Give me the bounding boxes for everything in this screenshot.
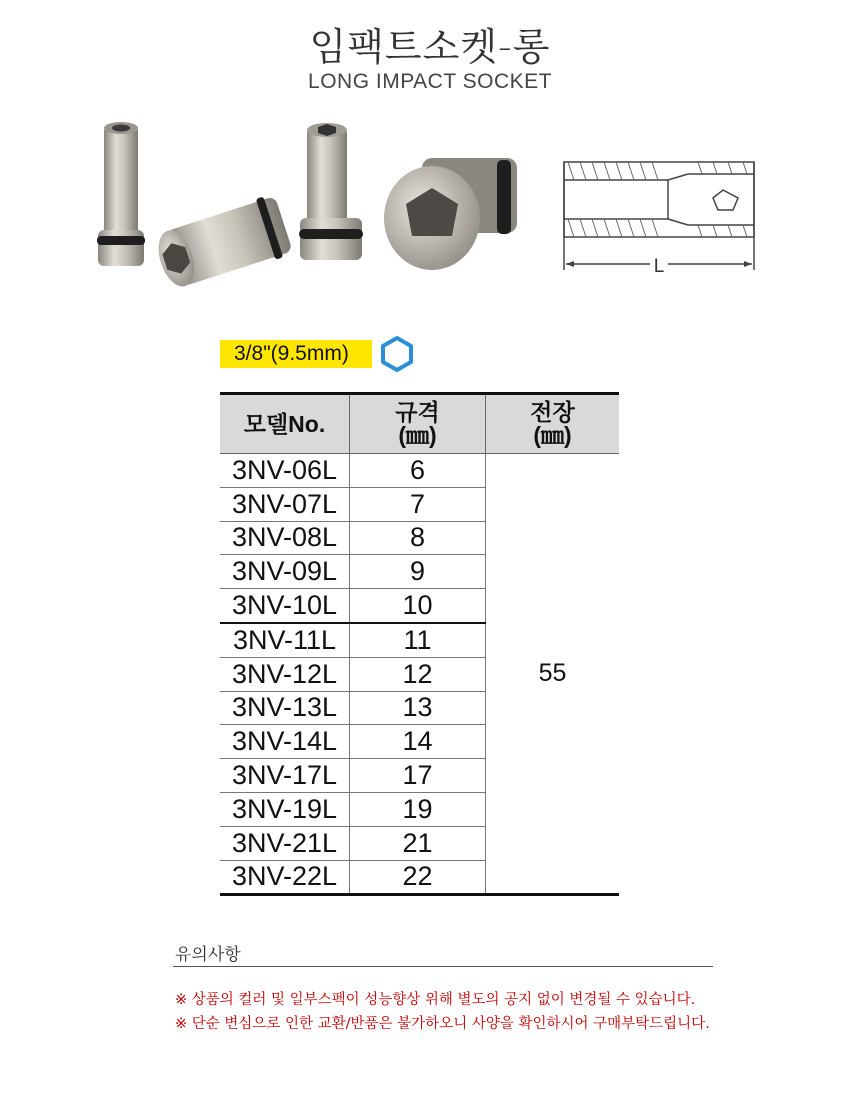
table-row: 3NV-11L 11 bbox=[220, 623, 619, 657]
table-row: 3NV-14L 14 bbox=[220, 725, 619, 759]
page-subtitle: LONG IMPACT SOCKET bbox=[308, 70, 552, 93]
product-photos bbox=[92, 118, 532, 293]
page-title: 임팩트소켓-롱 bbox=[309, 25, 551, 69]
table-row: 3NV-17L 17 bbox=[220, 759, 619, 793]
table-row: 3NV-10L 10 bbox=[220, 589, 619, 623]
table-row: 3NV-19L 19 bbox=[220, 792, 619, 826]
table-row: 3NV-13L 13 bbox=[220, 691, 619, 725]
header-length: 전장 (㎜) bbox=[486, 394, 620, 454]
size-badge: 3/8"(9.5mm) bbox=[220, 340, 372, 368]
header-model: 모델No. bbox=[220, 394, 350, 454]
socket-cross-section-diagram bbox=[558, 150, 768, 275]
notice-list bbox=[175, 988, 710, 1036]
table-row: 3NV-08L 8 bbox=[220, 521, 619, 555]
table-row: 3NV-22L 22 bbox=[220, 860, 619, 895]
notice-line-2: ※ 단순 변심으로 인한 교환/반품은 불가하오니 사양을 확인하시어 구매부탁드립니다. bbox=[175, 1016, 710, 1032]
table-row: 3NV-12L 12 bbox=[220, 657, 619, 691]
dimension-label: L bbox=[653, 256, 665, 275]
header-size: 규격 (㎜) bbox=[350, 394, 486, 454]
socket-photo-3 bbox=[299, 123, 363, 260]
table-row: 3NV-06L 6 55 bbox=[220, 454, 619, 488]
notice-title: 유의사항 bbox=[175, 945, 241, 965]
socket-photo-1 bbox=[97, 122, 145, 266]
table-row: 3NV-07L 7 bbox=[220, 487, 619, 521]
spec-table bbox=[220, 392, 619, 896]
notice-line-1: ※ 상품의 컬러 및 일부스펙이 성능향상 위해 별도의 공지 없이 변경될 수 있습니다. bbox=[175, 992, 696, 1008]
length-value: 55 bbox=[486, 454, 620, 895]
table-row: 3NV-21L 21 bbox=[220, 826, 619, 860]
socket-photo-2 bbox=[151, 193, 293, 293]
socket-photo-4 bbox=[384, 158, 517, 270]
hexagon-icon bbox=[378, 335, 416, 373]
notice-divider bbox=[173, 966, 713, 967]
table-row: 3NV-09L 9 bbox=[220, 555, 619, 589]
